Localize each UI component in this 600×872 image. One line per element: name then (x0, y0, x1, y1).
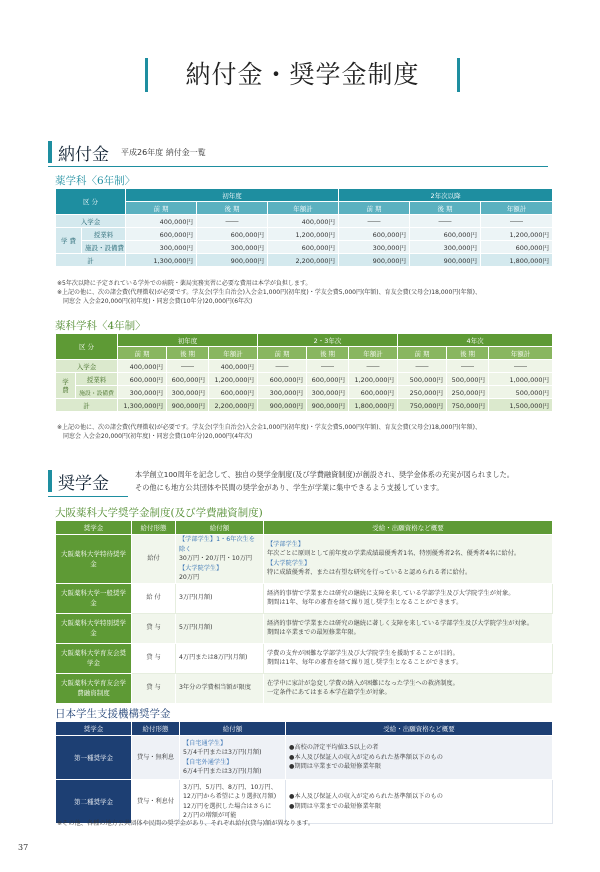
table-row (56, 643, 553, 673)
req-line: 学費の支弁が困難な学部学生及び大学院学生を援助することが目的。 (267, 649, 459, 657)
row-label: 授業料 (82, 228, 126, 241)
row-group-label: 学 費 (56, 373, 76, 399)
pharmacy-title: 薬学科〈6年制〉 (55, 175, 136, 187)
table-cell: 600,000円 (118, 373, 167, 386)
req-line: ●本人及び保証人の収入が定められた基準額以下のもの (289, 753, 443, 761)
table-row (56, 780, 553, 824)
table-cell: ―― (349, 360, 398, 373)
header-nengaku: 年額計 (489, 347, 553, 360)
table-cell: 300,000円 (339, 241, 410, 254)
table-cell: 1,200,000円 (209, 373, 258, 386)
page-title-box (145, 52, 460, 98)
table-cell: 750,000円 (447, 399, 489, 412)
header-kouki: 後 期 (307, 347, 349, 360)
header-amount: 給付額 (180, 722, 286, 736)
table-row (56, 360, 553, 373)
scholarship-requirements (264, 583, 553, 613)
table-cell: 600,000円 (167, 373, 209, 386)
table-row (56, 254, 553, 267)
amount-line: 3万円、5万円、8万円、10万円、 (183, 783, 277, 791)
table-cell: 600,000円 (209, 386, 258, 399)
scholarship-amount (176, 583, 264, 613)
table-row (56, 583, 553, 613)
table-cell: 900,000円 (339, 254, 410, 267)
table-cell: 600,000円 (126, 228, 197, 241)
amount-line: 20万円 (179, 574, 200, 581)
jasso-title: 日本学生支援機構奨学金 (55, 708, 171, 720)
table-cell: 400,000円 (268, 215, 339, 228)
row-label: 入学金 (56, 360, 118, 373)
page-number: 37 (18, 843, 29, 852)
header-nengaku: 年額計 (349, 347, 398, 360)
table-cell: 600,000円 (349, 386, 398, 399)
scholarship-name: 第一種奨学金 (56, 736, 132, 780)
amount-line: 4万円または8万円(月額) (179, 654, 248, 662)
req-line: 年次ごとに原則として前年度の学業成績最優秀者1名、特別優秀者2名、優秀者4名に給付。 (267, 550, 521, 558)
amount-line: 12万円を選択した場合はさらに (183, 802, 272, 810)
amount-line: 6万4千円または3万円(月額) (183, 768, 262, 775)
row-label: 授業料 (76, 373, 118, 386)
note-line: 同窓会 入会金20,000円(初年度)・同窓会費(10年分)20,000円(4年次) (63, 433, 253, 440)
amount-line: 【学部学生】1・6年次生を除く (179, 536, 255, 553)
header-kubun: 区 分 (56, 189, 126, 215)
table-cell: ―― (307, 360, 349, 373)
scholarship-section-heading (48, 470, 109, 492)
scholarship-name: 大阪薬科大学育友会学費融資制度 (56, 673, 132, 703)
table-cell: 300,000円 (410, 241, 481, 254)
req-line: ●期間は卒業までの最短修業年限 (289, 763, 382, 771)
footnote: ※その他、各種の地方公共団体や民間の奨学金があり、それぞれ給付(貸与)額が異なります。 (57, 820, 315, 827)
header-nengaku: 年額計 (268, 202, 339, 215)
table-cell: 1,000,000円 (489, 373, 553, 386)
req-line: ●本人及び保証人の収入が定められた基準額以下のもの (289, 793, 443, 800)
row-group-label: 学 費 (56, 228, 82, 254)
row-label: 施設・設備費 (82, 241, 126, 254)
table-cell: 1,200,000円 (481, 228, 553, 241)
table-row (56, 215, 553, 228)
amount-line: 5万4千円または3万円(月額) (183, 749, 262, 756)
header-requirements: 受給・出願資格など概要 (286, 722, 553, 736)
title-bar-right (457, 58, 460, 92)
table-cell: 600,000円 (258, 373, 307, 386)
row-label: 施設・設備費 (76, 386, 118, 399)
table-row (56, 373, 553, 386)
title-bar-left (145, 58, 148, 92)
table-cell: ―― (197, 215, 268, 228)
header-kouki: 後 期 (197, 202, 268, 215)
table-row (56, 386, 553, 399)
table-cell: 600,000円 (339, 228, 410, 241)
scholarship-requirements (264, 673, 553, 703)
req-line: 在学中に家計が急変し学費の納入が困難になった学生への救済制度。 (267, 679, 459, 687)
amount-line: 【自宅外通学生】 (183, 758, 233, 766)
header-form: 給付形態 (132, 722, 180, 736)
scholarship-amount (176, 643, 264, 673)
table-cell: 900,000円 (258, 399, 307, 412)
scholarship-form: 貸 与 (132, 613, 176, 643)
note-line: ※5年次以降に予定されている学外での病院・薬局実務実習に必要な費用は本学が負担します。 (57, 280, 312, 287)
header-year2: 2・3年次 (258, 334, 398, 347)
header-kouki: 後 期 (447, 347, 489, 360)
table-cell: 300,000円 (258, 386, 307, 399)
table-cell: ―― (339, 215, 410, 228)
scholarship-form: 貸与・無利息 (132, 736, 180, 780)
amount-line: 3万円(月額) (179, 594, 213, 602)
section-divider (48, 496, 128, 497)
amount-line: 5万円(月額) (179, 624, 213, 632)
payment-section-heading (48, 141, 206, 163)
scholarship-requirements (264, 643, 553, 673)
scholarship-form: 給 付 (132, 583, 176, 613)
scholarship-name: 大阪薬科大学特別奨学金 (56, 613, 132, 643)
scholarship-requirements (286, 736, 553, 780)
table-cell: 300,000円 (307, 386, 349, 399)
scholarship-form: 貸与・利息付 (132, 780, 180, 824)
table-row (56, 241, 553, 254)
section-marker (48, 470, 52, 492)
page-title: 納付金・奨学金制度 (185, 60, 420, 89)
payment-heading: 納付金 (58, 144, 109, 165)
pharmacy-fee-table (55, 188, 553, 267)
section-marker (48, 141, 52, 163)
table-cell: 250,000円 (398, 386, 447, 399)
scholarship-amount (176, 673, 264, 703)
section-divider (48, 166, 548, 167)
table-cell: 400,000円 (118, 360, 167, 373)
header-amount: 給付額 (176, 521, 264, 535)
table-cell: 500,000円 (447, 373, 489, 386)
table-cell: 300,000円 (118, 386, 167, 399)
table-cell: 400,000円 (126, 215, 197, 228)
scholarship-name: 大阪薬科大学育友会奨学金 (56, 643, 132, 673)
note-line: ※上記の他に、次の諸会費(代理徴収)が必要です。学友会(学生自治会)入会金1,000円(初年度)・学友会費5,000円(年額)、育友会費(父母会)18,000円(年額)、 (57, 289, 481, 296)
header-year2: 2年次以降 (339, 189, 553, 202)
desc-line: 本学創立100周年を記念して、独自の奨学金制度(及び学費融資制度)が創設され、奨学金体系の充実が図られました。 (135, 470, 514, 479)
scholarship-name: 大阪薬科大学特待奨学金 (56, 535, 132, 584)
scholarship-name: 大阪薬科大学一般奨学金 (56, 583, 132, 613)
header-kouki: 後 期 (410, 202, 481, 215)
header-name: 奨学金 (56, 521, 132, 535)
table-cell: 900,000円 (410, 254, 481, 267)
table-cell: 300,000円 (126, 241, 197, 254)
amount-line: 2万円の増額が可能 (183, 812, 237, 819)
science-title: 薬科学科〈4年制〉 (55, 320, 146, 332)
header-year1: 初年度 (126, 189, 339, 202)
req-line: 期間は卒業までの最短修業年限。 (267, 629, 360, 636)
scholarship-form: 貸 与 (132, 643, 176, 673)
table-cell: 250,000円 (447, 386, 489, 399)
table-cell: 1,800,000円 (481, 254, 553, 267)
table-cell: ―― (489, 360, 553, 373)
table-cell: ―― (481, 215, 553, 228)
table-cell: 600,000円 (481, 241, 553, 254)
payment-subheading: 平成26年度 納付金一覧 (121, 147, 206, 157)
header-kouki: 後 期 (167, 347, 209, 360)
header-zenki: 前 期 (258, 347, 307, 360)
scholarship-requirements (264, 613, 553, 643)
table-cell: 1,500,000円 (489, 399, 553, 412)
table-cell: 750,000円 (398, 399, 447, 412)
table-row (56, 613, 553, 643)
scholarship-amount (176, 613, 264, 643)
table-cell: ―― (398, 360, 447, 373)
req-line: 【学部学生】 (267, 540, 305, 548)
scholarship-amount (176, 535, 264, 584)
table-cell: 1,800,000円 (349, 399, 398, 412)
scholarship-requirements (286, 780, 553, 824)
row-label: 計 (56, 399, 118, 412)
header-zenki: 前 期 (118, 347, 167, 360)
table-cell: ―― (258, 360, 307, 373)
table-cell: 600,000円 (268, 241, 339, 254)
table-cell: 1,200,000円 (268, 228, 339, 241)
req-line: 期間は1年、毎年の審査を経て繰り返し奨学生となることができます。 (267, 599, 463, 606)
req-line: 【大学院学生】 (267, 559, 311, 567)
row-label: 入学金 (56, 215, 126, 228)
header-year1: 初年度 (118, 334, 258, 347)
note-line: 同窓会 入会金20,000円(初年度)・同窓会費(10年分)20,000円(6年次) (63, 298, 253, 305)
table-cell: 2,200,000円 (209, 399, 258, 412)
amount-line: 12万円から希望により選択(月額) (183, 793, 277, 800)
header-kubun: 区 分 (56, 334, 118, 360)
table-cell: 900,000円 (167, 399, 209, 412)
req-line: ●高校の評定平均値3.5以上の者 (289, 744, 379, 752)
univ-scholarship-title: 大阪薬科大学奨学金制度(及び学費融資制度) (55, 507, 263, 519)
amount-line: 30万円・20万円・10万円 (179, 555, 253, 562)
header-zenki: 前 期 (126, 202, 197, 215)
table-cell: 300,000円 (197, 241, 268, 254)
req-line: 特に成績優秀者、または有望な研究を行っていると認められる者に給付。 (267, 569, 472, 577)
header-zenki: 前 期 (339, 202, 410, 215)
table-cell: 600,000円 (307, 373, 349, 386)
scholarship-description (135, 468, 555, 494)
table-cell: 1,300,000円 (126, 254, 197, 267)
scholarship-form: 貸 与 (132, 673, 176, 703)
pharmacy-notes (57, 279, 552, 306)
table-cell: ―― (167, 360, 209, 373)
table-cell: 1,300,000円 (118, 399, 167, 412)
amount-line: 【自宅通学生】 (183, 739, 227, 747)
note-line: ※上記の他に、次の諸会費(代理徴収)が必要です。学友会(学生自治会)入会金1,000円(初年度)・学友会費5,000円(年額)、育友会費(父母会)18,000円(年額)、 (57, 424, 481, 431)
table-cell: 600,000円 (410, 228, 481, 241)
req-line: 期間は1年、毎年の審査を経て繰り返し奨学生となることができます。 (267, 659, 463, 666)
amount-line: 3年分の学費相当額が限度 (179, 684, 251, 692)
header-nengaku: 年額計 (481, 202, 553, 215)
table-cell: 900,000円 (197, 254, 268, 267)
table-cell: 900,000円 (307, 399, 349, 412)
table-row (56, 228, 553, 241)
univ-scholarship-table (55, 520, 553, 704)
amount-line: 【大学院学生】 (179, 564, 223, 572)
table-cell: 500,000円 (398, 373, 447, 386)
header-year3: 4年次 (398, 334, 553, 347)
table-row (56, 673, 553, 703)
scholarship-name: 第二種奨学金 (56, 780, 132, 824)
header-form: 給付形態 (132, 521, 176, 535)
science-notes (57, 423, 552, 441)
table-row (56, 399, 553, 412)
table-row (56, 736, 553, 780)
desc-line: その他にも地方公共団体や民間の奨学金があり、学生が学業に集中できるよう支援しています。 (135, 483, 444, 492)
scholarship-heading: 奨学金 (58, 473, 109, 494)
scholarship-requirements (264, 535, 553, 584)
req-line: 経済的事情で学業または研究の継続に著しく支障を来している学部学生及び大学院学生が対象。 (267, 619, 534, 627)
table-cell: 400,000円 (209, 360, 258, 373)
scholarship-amount (180, 736, 286, 780)
table-cell: ―― (447, 360, 489, 373)
science-fee-table (55, 333, 553, 412)
header-name: 奨学金 (56, 722, 132, 736)
table-cell: 1,200,000円 (349, 373, 398, 386)
table-cell: ―― (410, 215, 481, 228)
req-line: 一定条件にあてはまる本学在籍学生が対象。 (267, 689, 391, 696)
header-requirements: 受給・出願資格など概要 (264, 521, 553, 535)
scholarship-form: 給付 (132, 535, 176, 584)
req-line: ●期間は卒業までの最短修業年限 (289, 802, 382, 810)
jasso-scholarship-table (55, 721, 553, 824)
scholarship-amount (180, 780, 286, 824)
header-nengaku: 年額計 (209, 347, 258, 360)
table-cell: 2,200,000円 (268, 254, 339, 267)
table-row (56, 535, 553, 584)
table-cell: 600,000円 (197, 228, 268, 241)
header-zenki: 前 期 (398, 347, 447, 360)
req-line: 経済的事情で学業または研究の継続に支障を来している学部学生及び大学院学生が対象。 (267, 589, 515, 597)
table-cell: 500,000円 (489, 386, 553, 399)
row-label: 計 (56, 254, 126, 267)
table-cell: 300,000円 (167, 386, 209, 399)
